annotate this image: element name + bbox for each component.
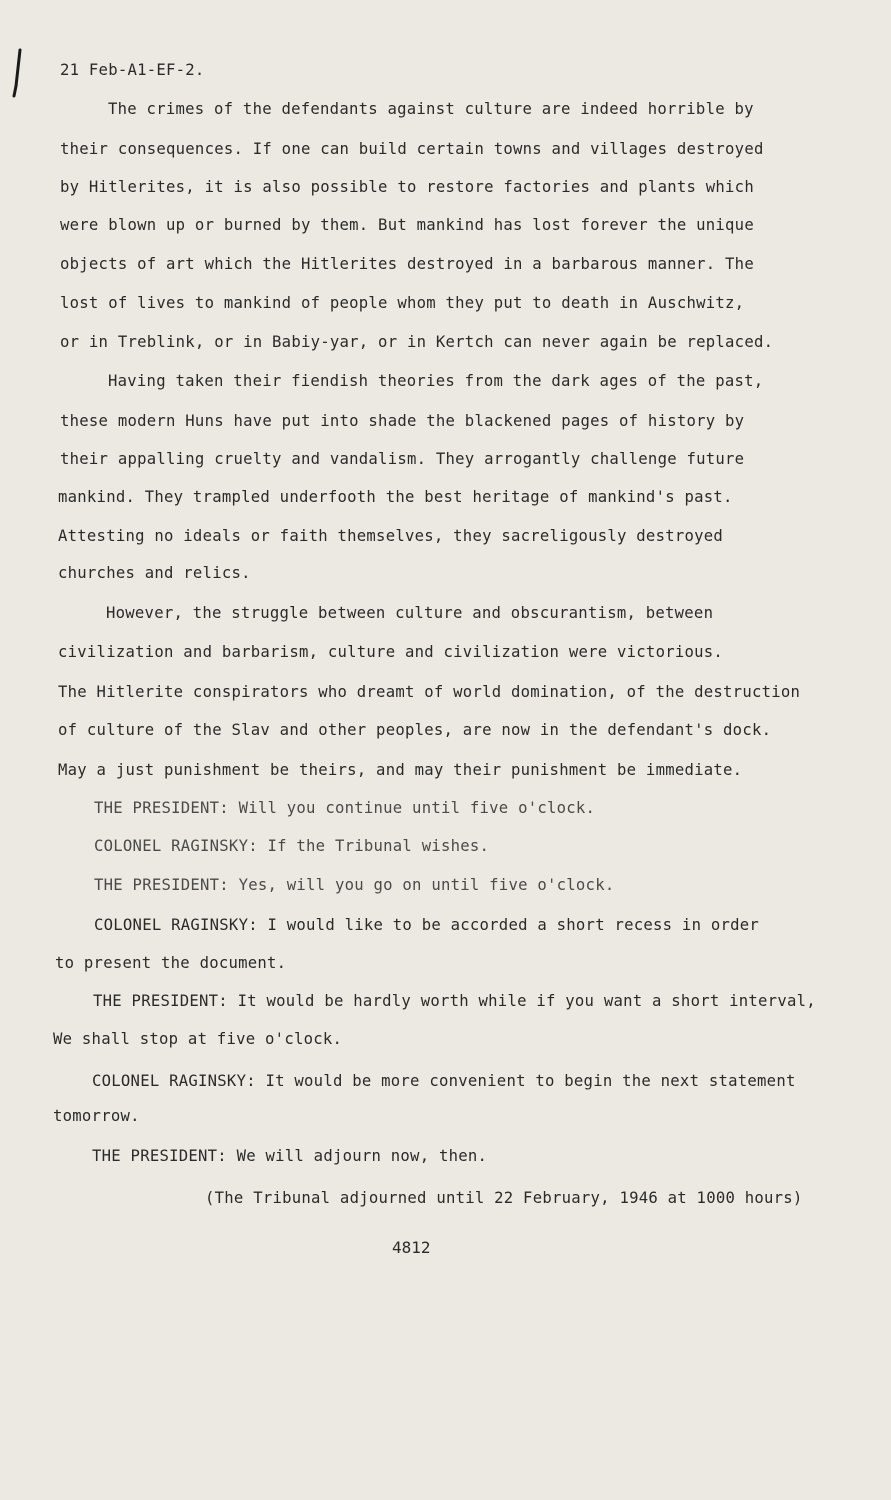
- text-line: by Hitlerites, it is also possible to restore factories and plants which: [60, 178, 754, 196]
- dialogue-line: THE PRESIDENT: Yes, will you go on until five o'clock.: [94, 876, 615, 894]
- text-line: lost of lives to mankind of people whom they put to death in Auschwitz,: [60, 294, 745, 312]
- text-line: However, the struggle between culture and obscurantism, between: [106, 604, 714, 622]
- text-line: civilization and barbarism, culture and civilization were victorious.: [58, 643, 724, 661]
- text-line: The Hitlerite conspirators who dreamt of world domination, of the destruction: [58, 683, 801, 701]
- text-line: Having taken their fiendish theories from the dark ages of the past,: [108, 372, 764, 390]
- text-line: churches and relics.: [58, 564, 251, 582]
- text-line: of culture of the Slav and other peoples, are now in the defendant's dock.: [58, 721, 772, 739]
- text-line: were blown up or burned by them. But mankind has lost forever the unique: [60, 216, 754, 234]
- text-line: mankind. They trampled underfooth the best heritage of mankind's past.: [58, 488, 733, 506]
- dialogue-line: THE PRESIDENT: We will adjourn now, then.: [92, 1147, 488, 1165]
- text-line: objects of art which the Hitlerites destroyed in a barbarous manner. The: [60, 255, 754, 273]
- adjournment-note: (The Tribunal adjourned until 22 February, 1946 at 1000 hours): [205, 1189, 803, 1207]
- text-line: Attesting no ideals or faith themselves, they sacreligously destroyed: [58, 527, 724, 545]
- text-line: May a just punishment be theirs, and may their punishment be immediate.: [58, 761, 743, 779]
- dialogue-line: COLONEL RAGINSKY: If the Tribunal wishes.: [94, 837, 490, 855]
- text-line: their consequences. If one can build certain towns and villages destroyed: [60, 140, 764, 158]
- dialogue-line: THE PRESIDENT: Will you continue until five o'clock.: [94, 799, 596, 817]
- dialogue-line: COLONEL RAGINSKY: I would like to be accorded a short recess in order: [94, 916, 760, 934]
- text-line: their appalling cruelty and vandalism. They arrogantly challenge future: [60, 450, 745, 468]
- page-number: 4812: [392, 1238, 431, 1257]
- text-line: these modern Huns have put into shade the blackened pages of history by: [60, 412, 745, 430]
- text-line: or in Treblink, or in Babiy-yar, or in Kertch can never again be replaced.: [60, 333, 774, 351]
- dialogue-line: to present the document.: [55, 954, 287, 972]
- dialogue-line: THE PRESIDENT: It would be hardly worth while if you want a short interval,: [93, 992, 816, 1010]
- dialogue-line: We shall stop at five o'clock.: [53, 1030, 343, 1048]
- dialogue-line: tomorrow.: [53, 1107, 140, 1125]
- dialogue-line: COLONEL RAGINSKY: It would be more convenient to begin the next statement: [92, 1072, 796, 1090]
- text-line: The crimes of the defendants against culture are indeed horrible by: [108, 100, 754, 118]
- header-reference: 21 Feb-A1-EF-2.: [60, 61, 205, 79]
- handwritten-mark: [12, 48, 22, 98]
